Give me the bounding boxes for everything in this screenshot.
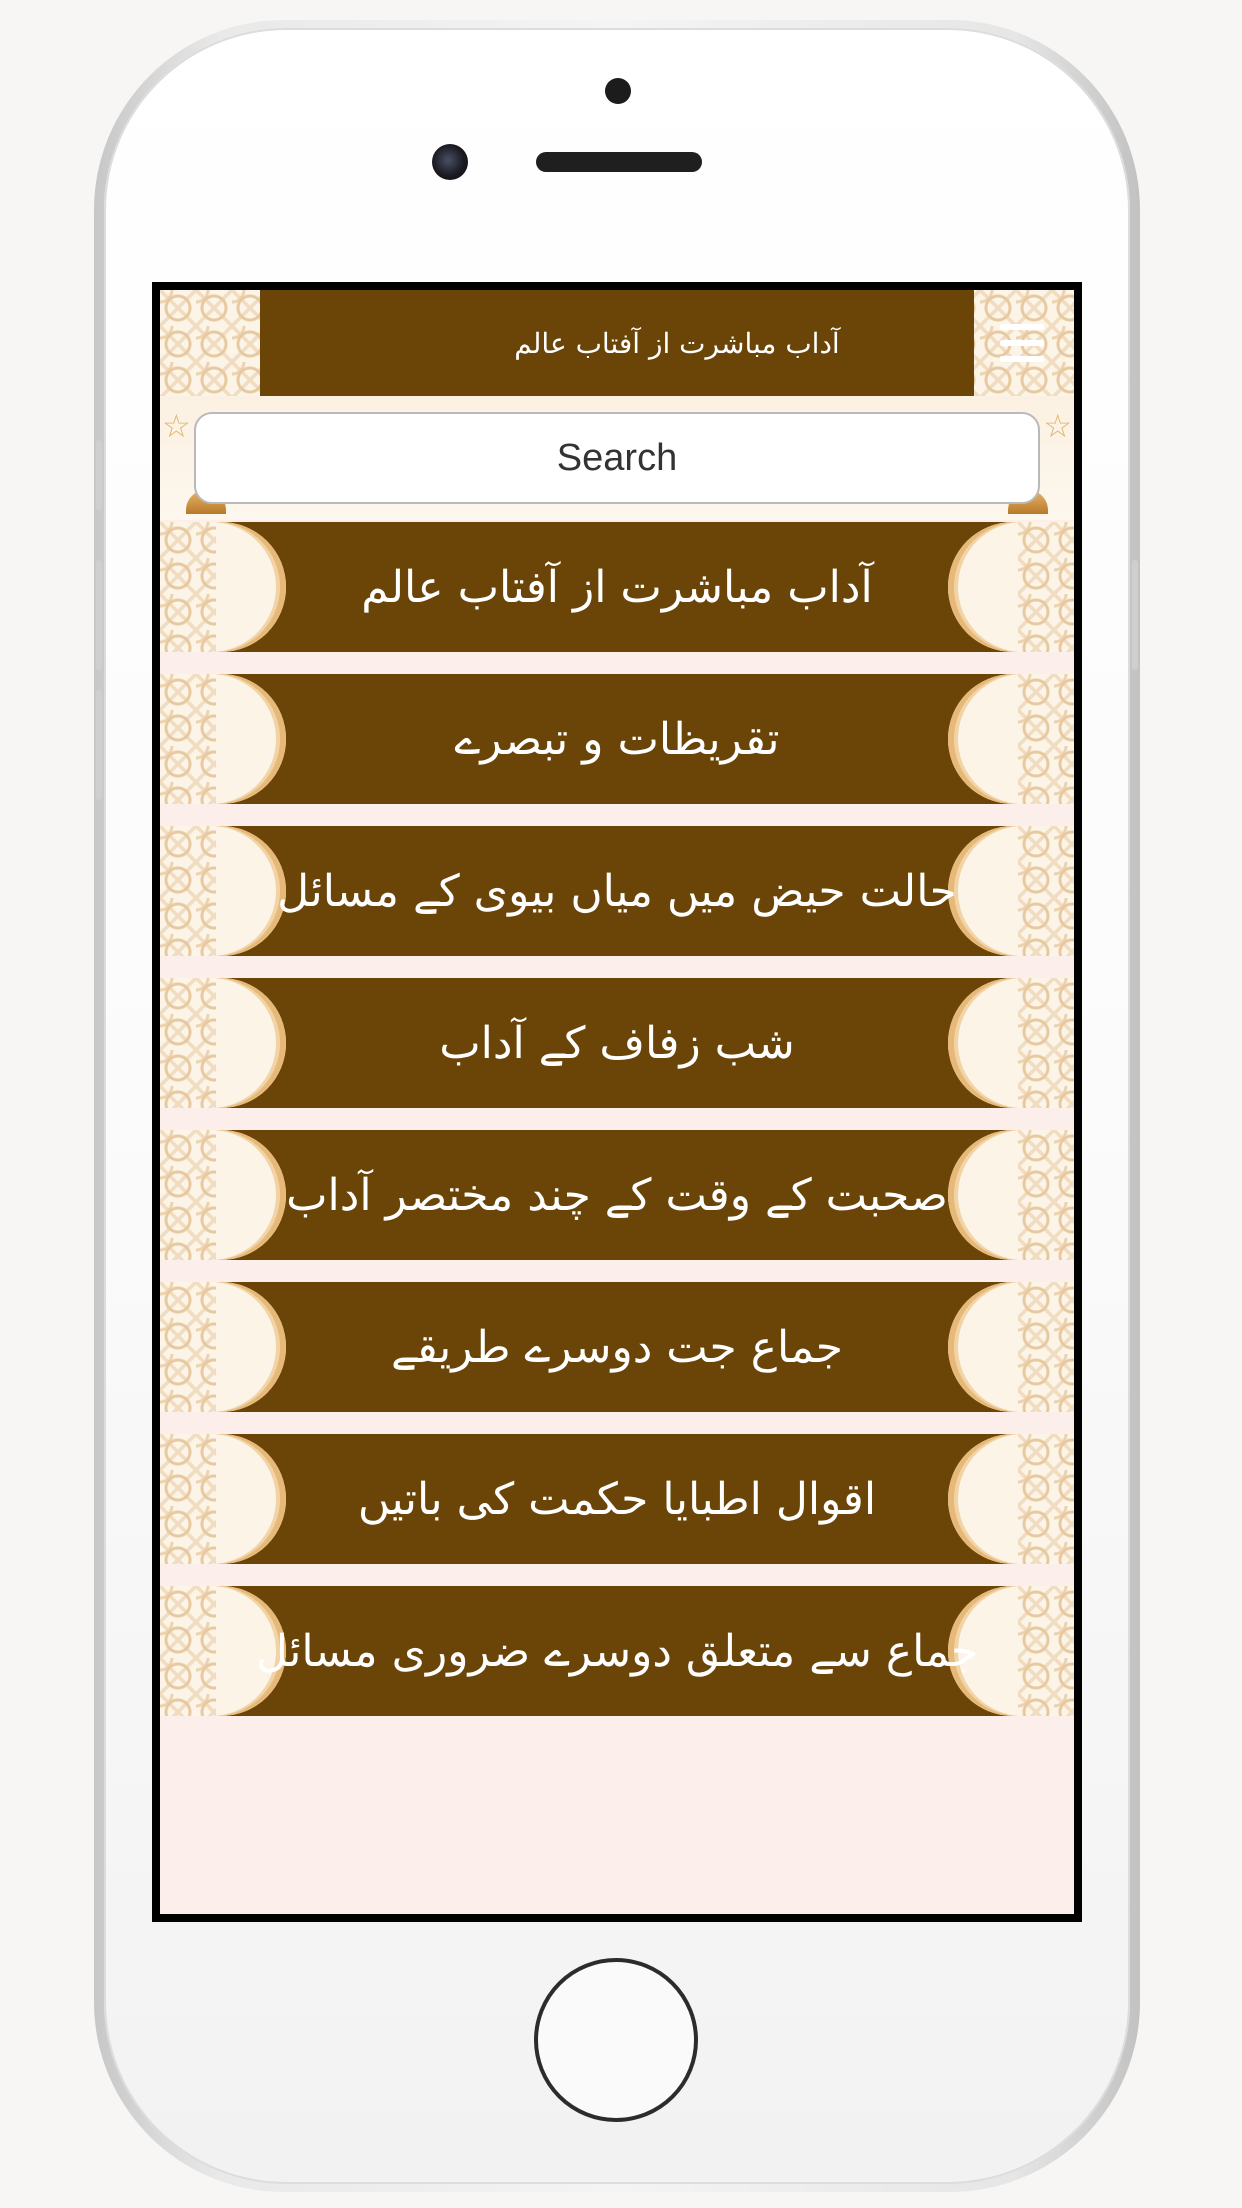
list-item-label: جماع سے متعلق دوسرے ضروری مسائل xyxy=(255,1625,979,1677)
item-band xyxy=(220,1130,1014,1260)
front-camera-icon xyxy=(432,144,468,180)
list-item-label: صحبت کے وقت کے چند مختصر آداب xyxy=(286,1169,948,1221)
list-item[interactable] xyxy=(160,826,1074,956)
list-item[interactable] xyxy=(160,522,1074,652)
list-item-label: جماع جت دوسرے طریقے xyxy=(390,1321,843,1373)
list-item-label: آداب مباشرت از آفتاب عالم xyxy=(361,561,873,613)
list-item-label: تقریظات و تبصرے xyxy=(454,713,780,765)
list-item[interactable] xyxy=(160,1282,1074,1412)
star-icon: ☆ xyxy=(1043,407,1072,445)
app-screen xyxy=(160,290,1074,1914)
header-band xyxy=(260,290,974,396)
item-band xyxy=(220,1434,1014,1564)
phone-volume-up-button xyxy=(96,560,102,670)
list-item-label: حالت حیض میں میاں بیوی کے مسائل xyxy=(277,865,957,917)
item-band xyxy=(220,1586,1014,1716)
list-item-label: شب زفاف کے آداب xyxy=(439,1017,795,1069)
phone-power-button xyxy=(1132,560,1138,670)
item-band xyxy=(220,674,1014,804)
app-header xyxy=(160,290,1074,396)
list-item[interactable] xyxy=(160,978,1074,1108)
item-band xyxy=(220,522,1014,652)
list-item[interactable] xyxy=(160,1586,1074,1716)
chapter-list xyxy=(160,522,1074,1738)
phone-side-button xyxy=(96,440,102,510)
app-title: آداب مباشرت از آفتاب عالم xyxy=(514,326,840,360)
hamburger-menu-icon[interactable] xyxy=(1000,324,1044,362)
item-band xyxy=(220,1282,1014,1412)
phone-volume-down-button xyxy=(96,690,102,800)
search-placeholder: Search xyxy=(556,436,678,479)
phone-screen xyxy=(152,282,1082,1922)
item-band xyxy=(220,826,1014,956)
item-band xyxy=(220,978,1014,1108)
proximity-sensor xyxy=(605,78,631,104)
star-icon: ☆ xyxy=(162,407,191,445)
list-item[interactable] xyxy=(160,674,1074,804)
list-item[interactable] xyxy=(160,1434,1074,1564)
list-item-label: اقوال اطبایا حکمت کی باتیں xyxy=(357,1473,877,1525)
search-input[interactable] xyxy=(194,412,1040,504)
home-button[interactable] xyxy=(534,1958,698,2122)
earpiece-speaker xyxy=(536,152,702,172)
list-item[interactable] xyxy=(160,1130,1074,1260)
